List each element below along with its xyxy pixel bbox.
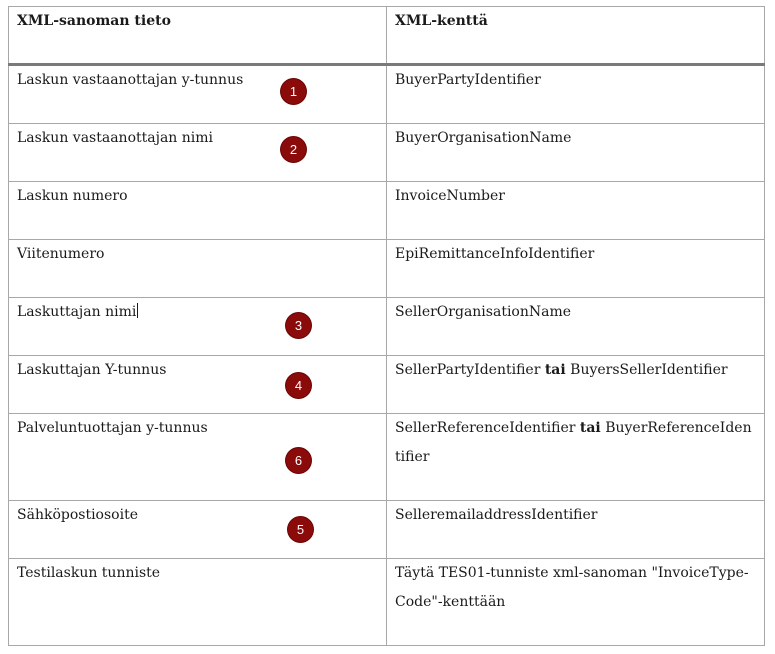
row-field: EpiRemittanceInfoIdentifier [395, 246, 595, 262]
row-field: Täytä TES01-tunniste xml-sanoman "InvoiceType-Code"-kenttään [395, 565, 749, 610]
row-label-cell [9, 298, 387, 356]
table-row [9, 124, 765, 182]
row-label: Sähköpostiosoite [17, 507, 138, 523]
table-row [9, 356, 765, 414]
row-field-cell [387, 356, 765, 414]
number-marker-3: 3 [286, 313, 311, 338]
row-label: Laskun numero [17, 188, 128, 204]
table-row [9, 559, 765, 646]
row-label-cell [9, 240, 387, 298]
number-marker-4: 4 [286, 373, 311, 398]
row-field [395, 414, 756, 472]
row-label-cell [9, 501, 387, 559]
row-label-cell [9, 356, 387, 414]
row-label-cell [9, 124, 387, 182]
row-label [17, 298, 378, 327]
row-field-cell [387, 559, 765, 646]
table-header-row [9, 7, 765, 65]
row-field: SelleremailaddressIdentifier [395, 507, 598, 523]
row-label-cell [9, 414, 387, 501]
row-label-cell [9, 65, 387, 124]
row-field-cell [387, 65, 765, 124]
table-row [9, 501, 765, 559]
row-field-cell [387, 240, 765, 298]
row-label: Testilaskun tunniste [17, 565, 161, 581]
row-field-cell [387, 182, 765, 240]
row-field-cell [387, 414, 765, 501]
table-row [9, 65, 765, 124]
row-field: BuyerPartyIdentifier [395, 72, 541, 88]
number-marker-6: 6 [286, 448, 311, 473]
table-row [9, 298, 765, 356]
field-primary: SellerReferenceIdentifier [395, 420, 576, 436]
row-label-text: Laskuttajan nimi [17, 304, 137, 320]
row-label-cell [9, 182, 387, 240]
row-field-cell [387, 124, 765, 182]
field-conjunction: tai [579, 420, 601, 436]
header-xml-message-info [9, 7, 387, 65]
row-field: InvoiceNumber [395, 188, 505, 204]
number-marker-2: 2 [281, 137, 306, 162]
text-cursor [137, 303, 138, 318]
row-label: Laskuttajan Y-tunnus [17, 362, 167, 378]
number-marker-5: 5 [288, 517, 313, 542]
row-label: Viitenumero [17, 246, 105, 262]
table-row [9, 414, 765, 501]
table-row [9, 240, 765, 298]
field-conjunction: tai [544, 362, 566, 378]
header-label: XML-sanoman tieto [17, 13, 171, 29]
row-label: Laskun vastaanottajan y-tunnus [17, 72, 244, 88]
number-marker-1: 1 [281, 79, 306, 104]
row-field: SellerOrganisationName [395, 304, 572, 320]
field-alternative: BuyerReferenceIdentifier [395, 420, 752, 465]
row-field-cell [387, 501, 765, 559]
xml-mapping-table [8, 6, 765, 646]
row-field-cell [387, 298, 765, 356]
header-xml-field [387, 7, 765, 65]
row-label: Laskun vastaanottajan nimi [17, 130, 213, 146]
row-label-cell [9, 559, 387, 646]
header-label: XML-kenttä [395, 13, 488, 29]
table-row [9, 182, 765, 240]
row-field [395, 356, 756, 385]
field-alternative: BuyersSellerIdentifier [570, 362, 728, 378]
row-label: Palveluntuottajan y-tunnus [17, 420, 208, 436]
field-primary: SellerPartyIdentifier [395, 362, 541, 378]
row-field: BuyerOrganisationName [395, 130, 572, 146]
